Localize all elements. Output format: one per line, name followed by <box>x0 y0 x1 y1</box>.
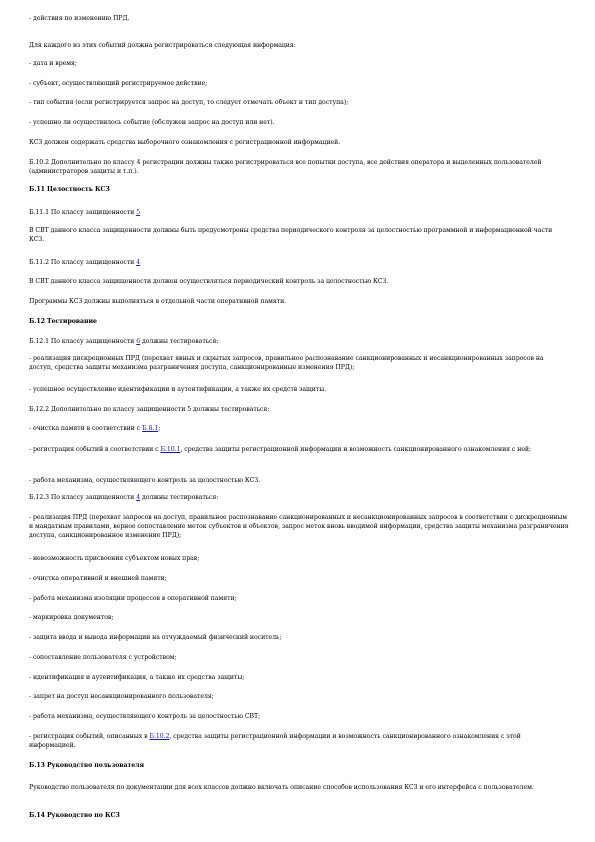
paragraph-6: - успешно ли осуществилось событие (обслужен запрос на доступ или нет). <box>29 119 275 126</box>
heading-b13: Б.13 Руководство пользователя <box>29 762 145 769</box>
paragraph-34-text: - регистрация событий, описанных в <box>29 733 150 740</box>
paragraph-12-text: Б.11.2 По классу защищенности <box>29 259 137 266</box>
paragraph-5: - тип события (если регистрируется запрос на доступ, то следует отмечать объект и тип доступа); <box>29 99 349 106</box>
link-class-4b[interactable]: 4 <box>136 494 141 501</box>
paragraph-14: Программы КСЗ должны выполняться в отдельной части оперативной памяти. <box>29 298 287 305</box>
link-class-4[interactable]: 4 <box>136 259 141 266</box>
paragraph-12 <box>29 258 569 267</box>
paragraph-31: - идентификация и аутентификация, а также их средства защиты; <box>29 674 245 681</box>
paragraph-25: - невозможность присвоения субъектом новых прав; <box>29 555 200 562</box>
paragraph-26: - очистка оперативной и внешней памяти; <box>29 575 167 582</box>
paragraph-23-text: Б.12.3 По классу защищенности <box>29 494 137 501</box>
paragraph-3: - дата и время; <box>29 60 77 67</box>
paragraph-1: - действия по изменению ПРД. <box>29 15 130 22</box>
heading-b14: Б.14 Руководство по КСЗ <box>29 812 120 819</box>
paragraph-22: - работа механизма, осуществляющего контроль за целостностью КСЗ. <box>29 477 260 484</box>
paragraph-8: Б.10.2 Дополнительно по классу 4 регистрации должны также регистрироваться все попытки доступа, все действия оператора и выделенных пользователей (администраторов защиты и т.п.). <box>29 159 542 175</box>
paragraph-27: - работа механизма изоляции процессов в оперативной памяти; <box>29 595 237 602</box>
paragraph-10-text: Б.11.1 По классу защищенности <box>29 209 137 216</box>
paragraph-7: КСЗ должен содержать средства выборочного ознакомления с регистрационной информацией. <box>29 139 341 146</box>
paragraph-23 <box>29 493 569 502</box>
paragraph-24: - реализация ПРД (перехват запросов на доступ, правильное распознавание санкционированных и несанкционированных запросов в соответствии с дискреционным и мандатным правилами, верное сопоставление меток субъектов и объектов, запрос меток вновь вводимой информации, средства защиты механизма разграничения доступа, санкционированное изменение ПРД); <box>29 514 569 539</box>
paragraph-21-text: - регистрация событий в соответствии с <box>29 446 161 453</box>
paragraph-21 <box>29 445 569 454</box>
paragraph-36: Руководство пользователя по документации для всех классов должно включать описание способов использования КСЗ и его интерфейса с пользователем. <box>29 784 534 791</box>
paragraph-29: - защита ввода и вывода информации на отчуждаемый физический носитель; <box>29 634 282 641</box>
paragraph-4: - субъект, осуществляющий регистрируемое действие; <box>29 80 208 87</box>
link-class-5[interactable]: 5 <box>136 209 141 216</box>
paragraph-19: Б.12.2 Дополнительно по классу защищенности 5 должны тестироваться: <box>29 406 270 413</box>
paragraph-28: - маркировка документов; <box>29 614 114 621</box>
paragraph-2: Для каждого из этих событий должна регистрироваться следующая информация: <box>29 42 296 49</box>
heading-b12: Б.12 Тестирование <box>29 318 97 325</box>
paragraph-20 <box>29 424 569 433</box>
paragraph-16 <box>29 337 569 346</box>
link-b102[interactable]: Б.10.2 <box>149 733 170 740</box>
paragraph-17: - реализация дискреционных ПРД (перехват явных и скрытых запросов, правильное распознавание санкционированных и несанкционированных запросов на доступ, средства защиты механизма разграничения доступа, санкционированные изменения ПРД); <box>29 355 544 371</box>
heading-b11: Б.11 Целостность КСЗ <box>29 186 110 193</box>
paragraph-32: - запрет на доступ несанкционированного пользователя; <box>29 693 214 700</box>
paragraph-20-text: - очистка памяти в соответствии с <box>29 425 143 432</box>
link-b81[interactable]: Б.8.1 <box>142 425 159 432</box>
paragraph-20-tail: ; <box>158 425 161 432</box>
paragraph-16-tail: должны тестироваться: <box>140 338 219 345</box>
paragraph-34 <box>29 732 569 750</box>
paragraph-34-tail: , средства защиты регистрационной информации и возможность санкционированного ознакомления с этой информацией. <box>29 733 521 749</box>
paragraph-33: - работа механизма, осуществляющего контроль за целостностью СВТ; <box>29 713 261 720</box>
link-b101[interactable]: Б.10.1 <box>160 446 181 453</box>
link-class-6[interactable]: 6 <box>136 338 141 345</box>
paragraph-11: В СВТ данного класса защищенности должны быть предусмотрены средства периодического контроля за целостностью программной и информационной части КСЗ. <box>29 227 553 243</box>
paragraph-16-text: Б.12.1 По классу защищенности <box>29 338 137 345</box>
paragraph-21-tail: , средства защиты регистрационной информации и возможность санкционированного ознакомления с ней; <box>180 446 532 453</box>
paragraph-23-tail: должны тестироваться: <box>140 494 219 501</box>
paragraph-13: В СВТ данного класса защищенности должен осуществляться периодический контроль за целостностью КСЗ. <box>29 278 389 285</box>
paragraph-30: - сопоставление пользователя с устройством; <box>29 654 177 661</box>
paragraph-10 <box>29 208 569 217</box>
paragraph-18: - успешное осуществление идентификации и аутентификации, а также их средств защиты. <box>29 386 326 393</box>
